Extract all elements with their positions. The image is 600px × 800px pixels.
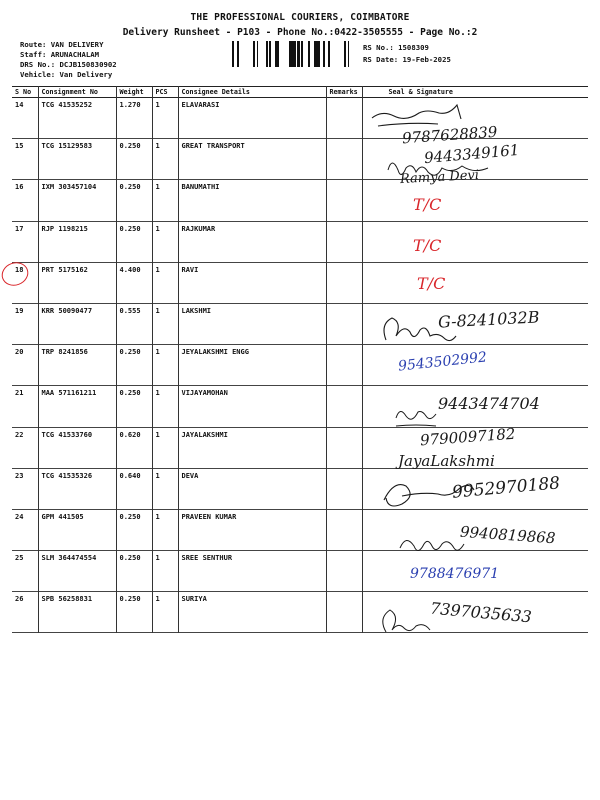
cell-consignee: SURIYA (178, 592, 326, 633)
cell-sno: 18 (12, 262, 38, 303)
cell-consignee: VIJAYAMOHAN (178, 386, 326, 427)
cell-pcs: 1 (152, 262, 178, 303)
hw-note-17: T/C (413, 236, 442, 255)
cell-pcs: 1 (152, 221, 178, 262)
cell-pcs: 1 (152, 180, 178, 221)
cell-consignment: TRP 8241856 (38, 345, 116, 386)
table-row (12, 509, 588, 550)
cell-sno: 19 (12, 303, 38, 344)
cell-remarks (326, 303, 362, 344)
cell-weight: 0.250 (116, 180, 152, 221)
cell-sno: 26 (12, 592, 38, 633)
cell-remarks (326, 221, 362, 262)
col-header-consignee: Consignee Details (178, 87, 326, 98)
cell-pcs: 1 (152, 98, 178, 139)
cell-consignment: TCG 41535252 (38, 98, 116, 139)
cell-pcs: 1 (152, 386, 178, 427)
cell-sno: 15 (12, 139, 38, 180)
cell-remarks (326, 551, 362, 592)
cell-weight: 0.555 (116, 303, 152, 344)
cell-remarks (326, 98, 362, 139)
cell-consignee: BANUMATHI (178, 180, 326, 221)
table-row (12, 262, 588, 303)
cell-seal (362, 424, 588, 468)
cell-consignment: PRT 5175162 (38, 262, 116, 303)
cell-consignee: JEYALAKSHMI ENGG (178, 345, 326, 386)
cell-weight: 0.250 (116, 139, 152, 180)
cell-remarks (326, 427, 362, 468)
cell-weight: 0.250 (116, 551, 152, 592)
table-row (12, 427, 588, 468)
cell-seal (362, 262, 588, 303)
table-header-row (12, 87, 588, 98)
cell-seal (362, 180, 588, 221)
cell-pcs: 1 (152, 468, 178, 509)
cell-sno: 24 (12, 509, 38, 550)
col-header-sno: S No (12, 87, 38, 98)
hw-phone-19: G-8241032B (437, 307, 540, 332)
cell-remarks (326, 509, 362, 550)
cell-pcs: 1 (152, 139, 178, 180)
drs-text: DRS No.: DCJB150830902 (20, 60, 117, 69)
cell-sno: 21 (12, 386, 38, 427)
table-row (12, 592, 588, 633)
hw-note-18: T/C (417, 274, 446, 293)
cell-remarks (326, 468, 362, 509)
cell-seal (362, 592, 588, 633)
cell-weight: 0.620 (116, 427, 152, 468)
hw-phone-24: 9940819868 (459, 522, 556, 548)
table-row (12, 386, 588, 427)
table-row (12, 139, 588, 180)
cell-pcs: 1 (152, 592, 178, 633)
cell-sno: 16 (12, 180, 38, 221)
cell-consignment: MAA 571161211 (38, 386, 116, 427)
cell-consignee: PRAVEEN KUMAR (178, 509, 326, 550)
cell-seal (362, 386, 588, 427)
table-row (12, 303, 588, 344)
cell-pcs: 1 (152, 345, 178, 386)
cell-sno: 22 (12, 427, 38, 468)
cell-seal (362, 303, 588, 344)
table-row (12, 221, 588, 262)
cell-sno: 17 (12, 221, 38, 262)
cell-consignment: SLM 364474554 (38, 551, 116, 592)
company-title: THE PROFESSIONAL COURIERS, COIMBATORE (190, 12, 410, 23)
table-row (12, 345, 588, 386)
cell-consignment: RJP 1198215 (38, 221, 116, 262)
rs-no-text: RS No.: 1508309 (363, 43, 429, 52)
cell-consignment: GPM 441505 (38, 509, 116, 550)
cell-consignment: SPB 56258831 (38, 592, 116, 633)
cell-sno: 14 (12, 98, 38, 139)
cell-sno: 25 (12, 551, 38, 592)
cell-consignee: GREAT TRANSPORT (178, 139, 326, 180)
cell-seal (362, 551, 588, 592)
cell-pcs: 1 (152, 551, 178, 592)
runsheet-title: Delivery Runsheet - P103 - Phone No.:0422-3505555 - Page No.:2 (122, 27, 478, 38)
cell-seal (362, 509, 588, 550)
cell-remarks (326, 386, 362, 427)
cell-remarks (326, 262, 362, 303)
cell-seal (362, 139, 588, 180)
barcode-image (232, 41, 350, 67)
cell-weight: 0.250 (116, 345, 152, 386)
hw-phone-23: 9952970188 (451, 473, 561, 503)
cell-sno: 20 (12, 345, 38, 386)
cell-weight: 0.250 (116, 509, 152, 550)
cell-sno: 23 (12, 468, 38, 509)
route-text: Route: VAN DELIVERY (20, 40, 104, 49)
cell-remarks (326, 180, 362, 221)
cell-consignment: TCG 15129583 (38, 139, 116, 180)
cell-consignment: TCG 41535326 (38, 468, 116, 509)
cell-weight: 4.400 (116, 262, 152, 303)
runsheet-table (12, 86, 588, 633)
cell-pcs: 1 (152, 303, 178, 344)
cell-consignee: SREE SENTHUR (178, 551, 326, 592)
cell-consignee: ELAVARASI (178, 98, 326, 139)
cell-consignee: DEVA (178, 468, 326, 509)
cell-consignee: LAKSHMI (178, 303, 326, 344)
hw-name-22: JayaLakshmi (398, 452, 495, 470)
cell-weight: 0.250 (116, 221, 152, 262)
cell-remarks (326, 592, 362, 633)
cell-consignment: IXM 303457104 (38, 180, 116, 221)
cell-seal (362, 345, 588, 386)
hw-phone-26: 7397035633 (429, 598, 533, 627)
cell-seal (362, 98, 588, 139)
cell-seal (362, 221, 588, 262)
hw-phone-21: 9443474704 (438, 394, 540, 413)
hw-note-16: T/C (413, 195, 442, 214)
cell-weight: 0.640 (116, 468, 152, 509)
cell-consignee: JAYALAKSHMI (178, 427, 326, 468)
hw-name-16: Ramya Devi (399, 167, 480, 188)
table-row (12, 468, 588, 509)
cell-consignment: TCG 41533760 (38, 427, 116, 468)
table-row (12, 180, 588, 221)
col-header-seal: Seal & Signature (388, 88, 453, 96)
hw-phone-22: 9790097182 (419, 424, 516, 450)
cell-consignee: RAJKUMAR (178, 221, 326, 262)
staff-text: Staff: ARUNACHALAM (20, 50, 100, 59)
table-row (12, 98, 588, 139)
hw-phone-14: 9787628839 (401, 122, 498, 148)
cell-pcs: 1 (152, 509, 178, 550)
cell-remarks (326, 345, 362, 386)
cell-remarks (326, 139, 362, 180)
hw-phone-20: 9543502992 (397, 349, 488, 375)
cell-weight: 0.250 (116, 386, 152, 427)
col-header-weight: Weight (116, 87, 152, 98)
cell-consignment: KRR 50090477 (38, 303, 116, 344)
header-right-info (363, 42, 451, 66)
cell-weight: 0.250 (116, 592, 152, 633)
cell-seal (362, 468, 588, 509)
cell-weight: 1.270 (116, 98, 152, 139)
rs-date-text: RS Date: 19-Feb-2025 (363, 55, 451, 64)
cell-pcs: 1 (152, 427, 178, 468)
table-row (12, 551, 588, 592)
col-header-remarks: Remarks (326, 87, 362, 98)
cell-consignee: RAVI (178, 262, 326, 303)
hw-phone-15: 9443349161 (423, 140, 521, 168)
hw-phone-25: 9788476971 (410, 566, 500, 582)
col-header-pcs: PCS (152, 87, 178, 98)
header-left-info (20, 40, 117, 80)
vehicle-text: Vehicle: Van Delivery (20, 70, 113, 79)
col-header-consignment: Consignment No (38, 87, 116, 98)
